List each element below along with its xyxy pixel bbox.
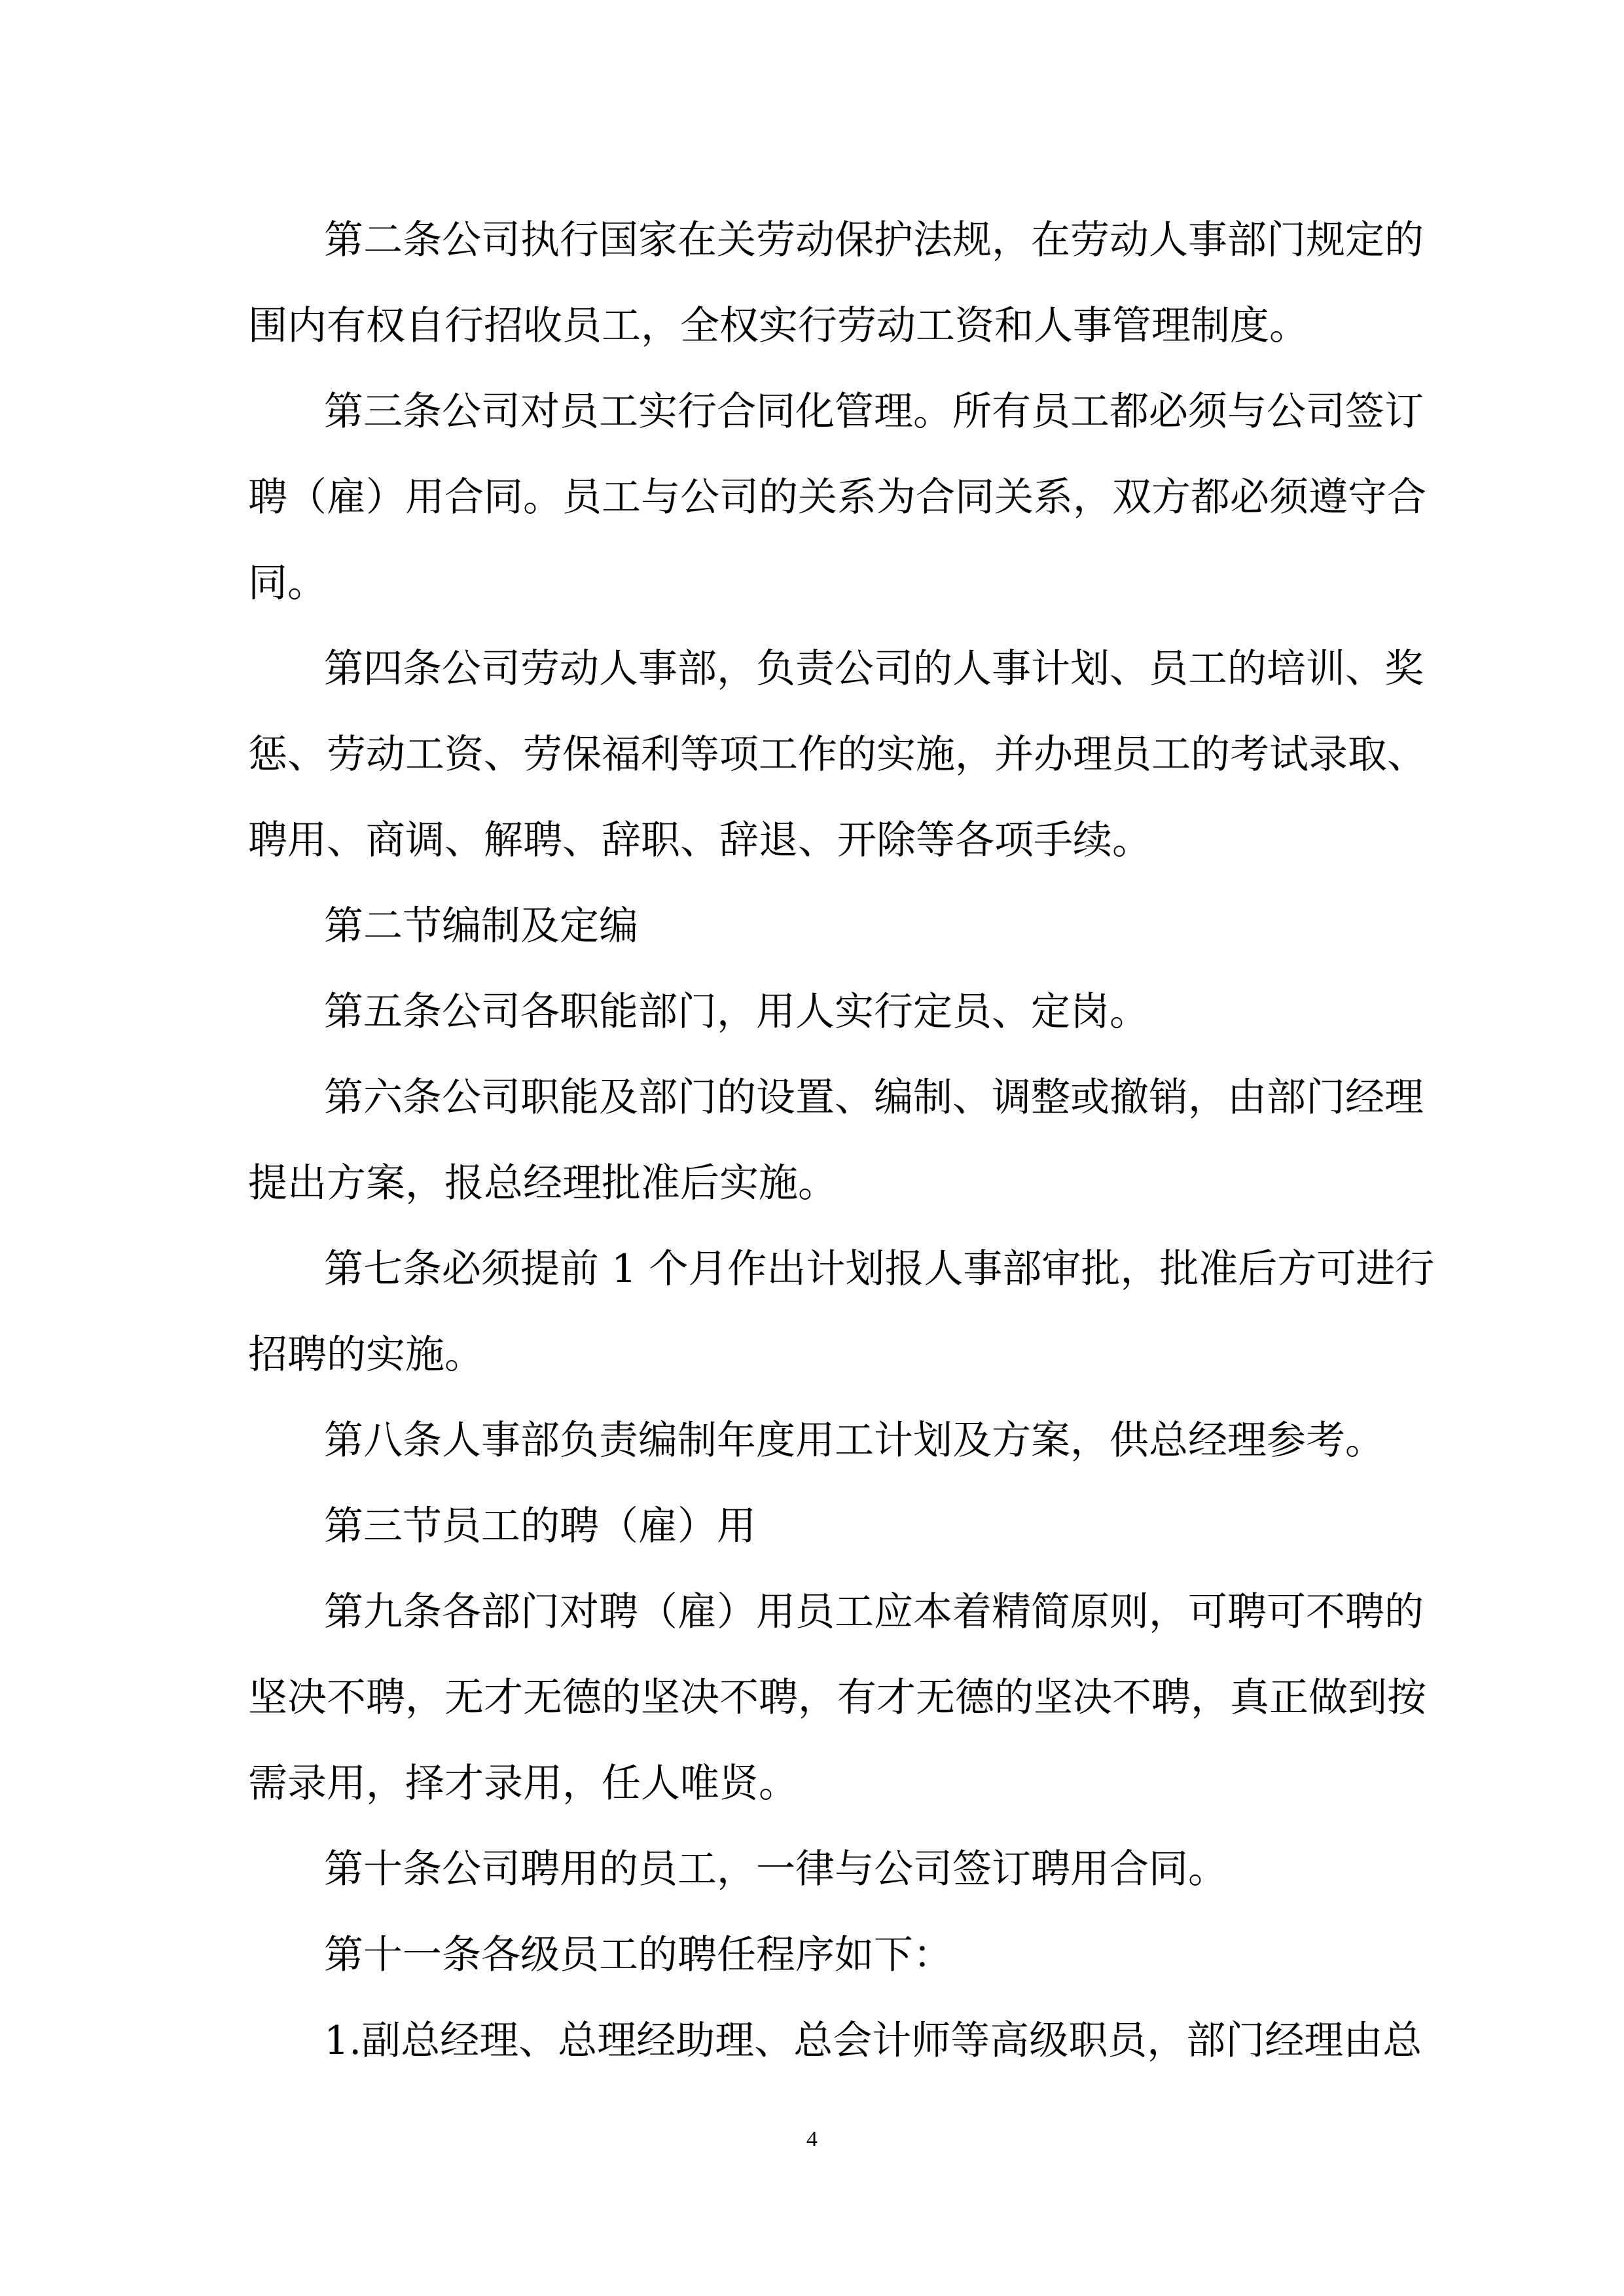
text-line: 聘用、商调、解聘、辞职、辞退、开除等各项手续。 (248, 817, 1151, 863)
text-line: 第五条公司各职能部门，用人实行定员、定岗。 (324, 989, 1149, 1035)
text-line: 第三节员工的聘（雇）用 (324, 1503, 756, 1549)
text-line: 聘（雇）用合同。员工与公司的关系为合同关系，双方都必须遵守合 (248, 475, 1426, 520)
text-line: 同。 (248, 560, 327, 606)
text-line: 第三条公司对员工实行合同化管理。所有员工都必须与公司签订 (324, 389, 1424, 435)
text-line: 提出方案，报总经理批准后实施。 (248, 1160, 837, 1206)
text-line: 1.副总经理、总理经助理、总会计师等高级职员，部门经理由总 (324, 2018, 1422, 2064)
text-line: 招聘的实施。 (248, 1332, 484, 1378)
text-line: 惩、劳动工资、劳保福利等项工作的实施，并办理员工的考试录取、 (248, 732, 1426, 778)
text-line: 第九条各部门对聘（雇）用员工应本着精简原则，可聘可不聘的 (324, 1589, 1424, 1635)
page-number: 4 (806, 2127, 818, 2151)
text-line: 坚决不聘，无才无德的坚决不聘，有才无德的坚决不聘，真正做到按 (248, 1675, 1426, 1721)
text-line: 第七条必须提前 1 个月作出计划报人事部审批，批准后方可进行 (324, 1246, 1435, 1292)
text-line: 第八条人事部负责编制年度用工计划及方案，供总经理参考。 (324, 1418, 1384, 1463)
text-line: 第十一条各级员工的聘任程序如下： (324, 1932, 952, 1978)
text-line: 第六条公司职能及部门的设置、编制、调整或撤销，由部门经理 (324, 1075, 1424, 1121)
text-line: 第四条公司劳动人事部，负责公司的人事计划、员工的培训、奖 (324, 646, 1424, 692)
text-line: 第二节编制及定编 (324, 903, 638, 949)
text-line: 第十条公司聘用的员工，一律与公司签订聘用合同。 (324, 1846, 1227, 1892)
text-line: 第二条公司执行国家在关劳动保护法规，在劳动人事部门规定的 (324, 217, 1424, 263)
text-line: 需录用，择才录用，任人唯贤。 (248, 1761, 798, 1806)
document-body (248, 198, 1435, 2084)
text-line: 围内有权自行招收员工，全权实行劳动工资和人事管理制度。 (248, 303, 1308, 349)
